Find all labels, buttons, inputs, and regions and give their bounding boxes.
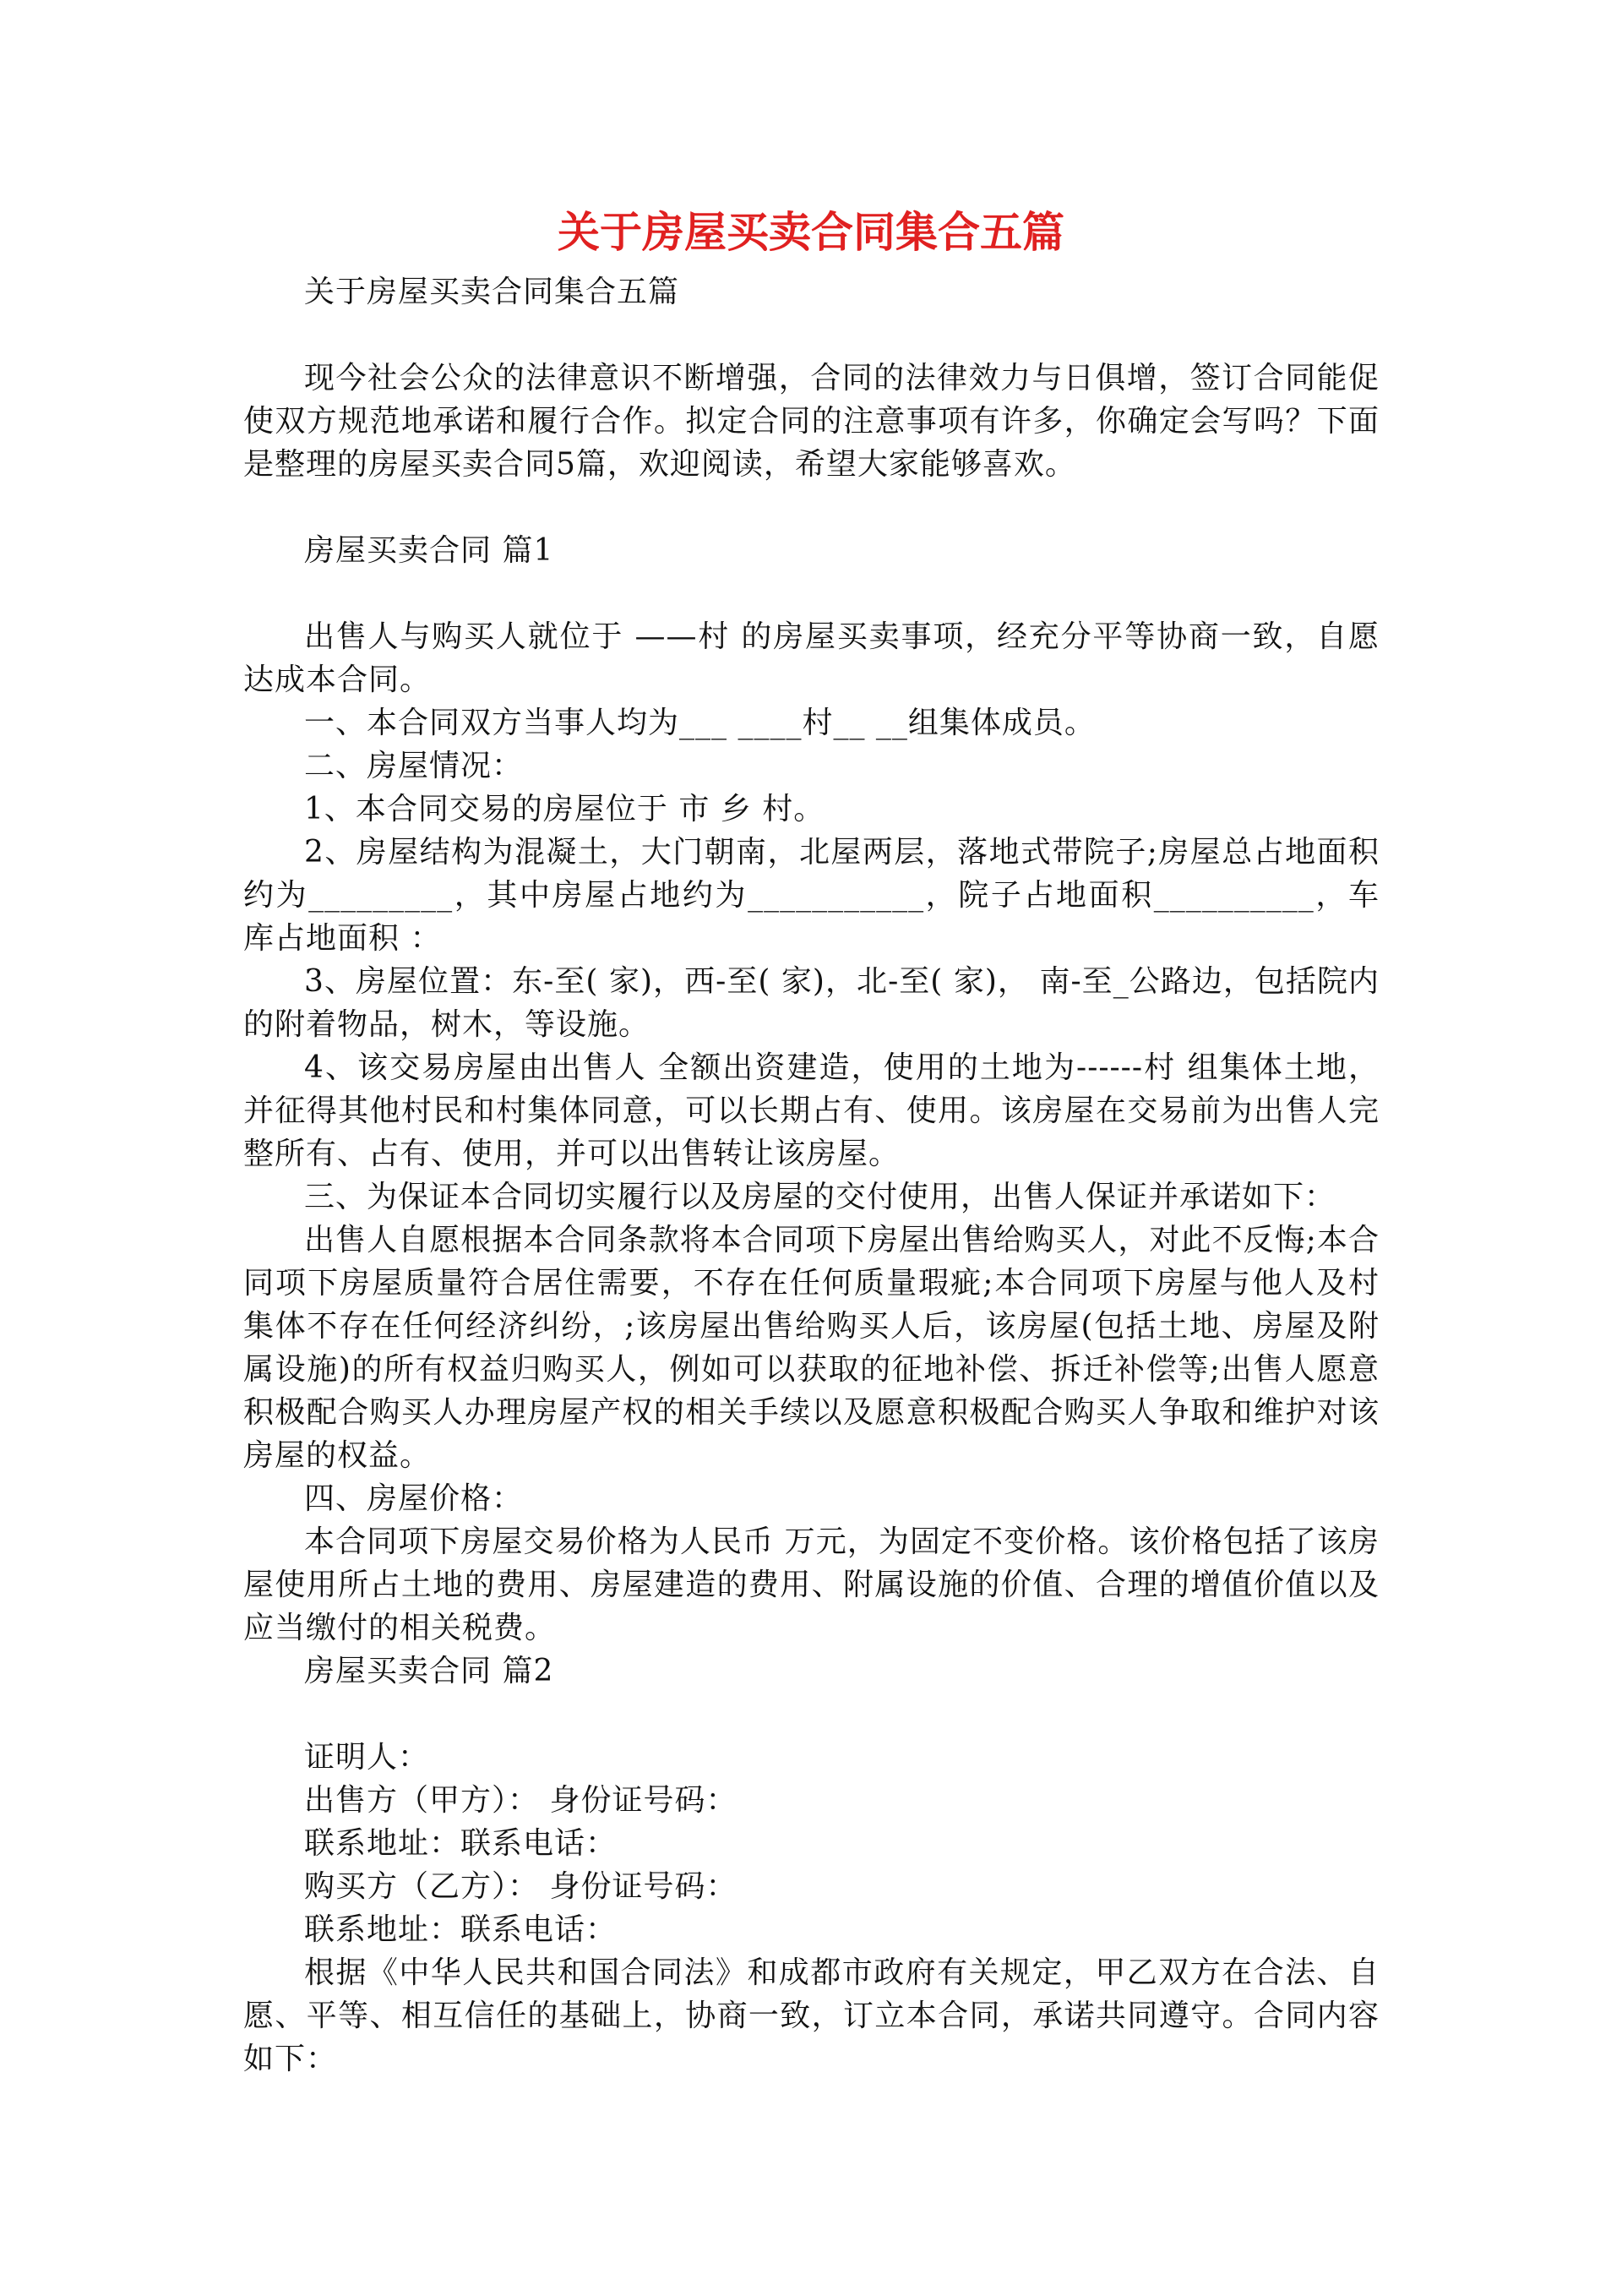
contract-paragraph: 2、房屋结构为混凝土，大门朝南，北屋两层，落地式带院子;房屋总占地面积约为_________，其中房屋占地约为___________，院子占地面积__________，车库占地面积 ： xyxy=(243,835,1380,956)
contract-paragraph: 本合同项下房屋交易价格为人民币 万元，为固定不变价格。该价格包括了该房屋使用所占土地的费用、房屋建造的费用、附属设施的价值、合理的增值价值以及应当缴付的相关税费。 xyxy=(243,1524,1380,1645)
contract-paragraph: 1、本合同交易的房屋位于 市 乡 村。 xyxy=(304,792,825,826)
document-body xyxy=(243,270,1380,2081)
section-heading-2: 房屋买卖合同 篇2 xyxy=(304,1654,554,1688)
contract-paragraph: 3、房屋位置：东-至( 家)，西-至( 家)，北-至( 家)， 南-至_公路边，包括院内的附着物品，树木，等设施。 xyxy=(243,964,1380,1042)
contract-paragraph: 一、本合同双方当事人均为___ ____村__ __组集体成员。 xyxy=(304,706,1096,740)
section-heading-1: 房屋买卖合同 篇1 xyxy=(304,533,554,568)
contract-paragraph: 出售方（甲方）： 身份证号码： xyxy=(304,1783,738,1818)
contract-paragraph: 三、为保证本合同切实履行以及房屋的交付使用，出售人保证并承诺如下： xyxy=(304,1180,1336,1214)
contract-paragraph: 购买方（乙方）： 身份证号码： xyxy=(304,1869,738,1904)
intro-paragraph: 现今社会公众的法律意识不断增强，合同的法律效力与日俱增，签订合同能促使双方规范地承诺和履行合作。拟定合同的注意事项有许多，你确定会写吗？下面是整理的房屋买卖合同5篇，欢迎阅读，希望大家能够喜欢。 xyxy=(243,361,1380,482)
document-title: 关于房屋买卖合同集合五篇 xyxy=(558,207,1064,257)
contract-paragraph: 联系地址：联系电话： xyxy=(304,1912,618,1947)
contract-paragraph: 联系地址：联系电话： xyxy=(304,1826,618,1861)
contract-paragraph: 出售人与购买人就位于 ——村 的房屋买卖事项，经充分平等协商一致，自愿达成本合同。 xyxy=(243,619,1380,697)
contract-paragraph: 4、该交易房屋由出售人 全额出资建造，使用的土地为------村 组集体土地，并征得其他村民和村集体同意，可以长期占有、使用。该房屋在交易前为出售人完整所有、占有、使用，并可以出售转让该房屋。 xyxy=(243,1050,1380,1171)
contract-paragraph: 二、房屋情况： xyxy=(304,749,524,783)
subtitle-paragraph: 关于房屋买卖合同集合五篇 xyxy=(304,275,680,309)
contract-paragraph: 根据《中华人民共和国合同法》和成都市政府有关规定，甲乙双方在合法、自愿、平等、相互信任的基础上，协商一致，订立本合同，承诺共同遵守。合同内容如下： xyxy=(243,1955,1380,2076)
contract-paragraph: 四、房屋价格： xyxy=(304,1481,524,1516)
contract-paragraph: 出售人自愿根据本合同条款将本合同项下房屋出售给购买人，对此不反悔;本合同项下房屋质量符合居住需要，不存在任何质量瑕疵;本合同项下房屋与他人及村集体不存在任何经济纠纷，;该房屋出售给购买人后，该房屋(包括土地、房屋及附属设施)的所有权益归购买人，例如可以获取的征地补偿、拆迁补偿等;出售人愿意积极配合购买人办理房屋产权的相关手续以及愿意积极配合购买人争取和维护对该房屋的权益。 xyxy=(243,1223,1380,1473)
contract-paragraph: 证明人： xyxy=(304,1740,430,1775)
